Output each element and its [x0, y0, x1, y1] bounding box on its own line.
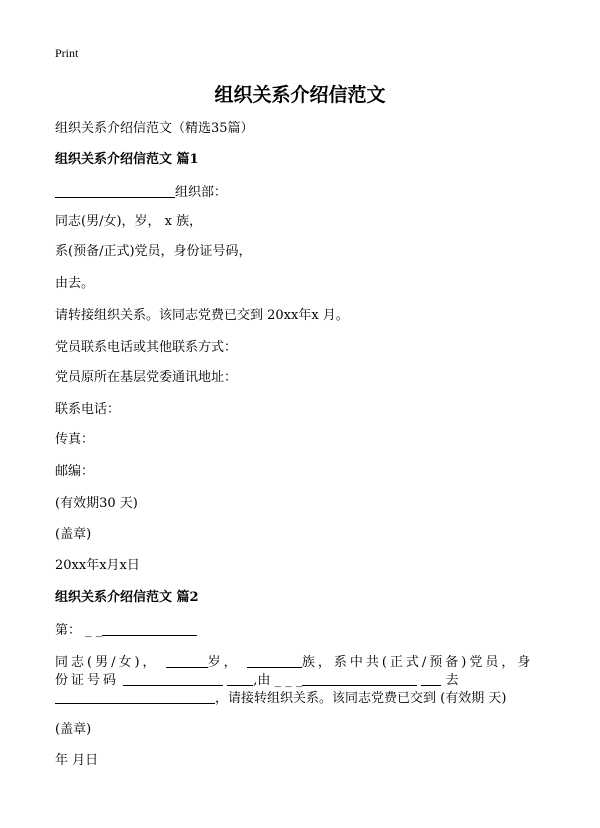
section-2-heading: 组织关系介绍信范文 篇2 — [55, 590, 199, 605]
s2-line-number — [55, 622, 197, 639]
s1-line-transfer: 请转接组织关系。该同志党费已交到 20xx年x 月。 — [55, 308, 349, 323]
s2-line-comrade — [55, 654, 533, 671]
line-text: ,由 — [253, 673, 271, 688]
blank-field — [55, 690, 215, 704]
s1-line-from: 由去。 — [55, 276, 95, 291]
print-label: Print — [55, 46, 79, 60]
blank-field — [227, 672, 253, 686]
line-text: 同志(男/女)， — [55, 655, 159, 670]
blank-field — [102, 622, 197, 636]
s1-line-org — [55, 184, 227, 201]
s1-line-phone: 联系电话： — [55, 402, 121, 417]
section-1-heading: 组织关系介绍信范文 篇1 — [55, 152, 199, 167]
s2-line-seal: (盖章) — [55, 722, 92, 737]
s1-line-contact: 党员联系电话或其他联系方式： — [55, 340, 238, 355]
blank-field — [247, 654, 302, 668]
blank-field — [421, 672, 441, 686]
s1-line-address: 党员原所在基层党委通讯地址： — [55, 370, 238, 385]
s1-line-fax: 传真： — [55, 432, 95, 447]
blank-field — [55, 184, 175, 198]
s1-line-member: 系(预备/正式)党员，身份证号码， — [55, 244, 252, 259]
line-text: 族，系中共(正式/预备)党员，身 — [301, 655, 534, 670]
document-subtitle: 组织关系介绍信范文（精选35篇） — [55, 121, 254, 136]
underscore-mark: _ _ _ — [274, 673, 303, 688]
s1-line-date: 20xx年x月x日 — [55, 558, 140, 573]
underscore-mark: _ _ — [85, 623, 103, 638]
blank-field — [302, 672, 417, 686]
s1-line-postcode: 邮编： — [55, 464, 95, 479]
s2-line-date: 年 月日 — [55, 753, 99, 768]
s1-line-validity: (有效期30 天) — [55, 496, 138, 511]
blank-field — [123, 672, 223, 686]
line-text: 份证号码 — [55, 673, 120, 688]
blank-field — [166, 654, 208, 668]
line-text: ，请接转组织关系。该同志党费已交到 (有效期 天) — [215, 691, 507, 706]
s2-line-transfer — [55, 690, 506, 707]
s1-line-comrade: 同志(男/女)，岁， x 族， — [55, 214, 203, 229]
page-title: 组织关系介绍信范文 — [214, 84, 386, 106]
line-text: 去 — [445, 673, 459, 688]
line-text: 第： — [55, 623, 82, 638]
s2-line-idcard — [55, 672, 459, 689]
line-text: 岁， — [207, 655, 240, 670]
s1-line-seal: (盖章) — [55, 527, 92, 542]
line-text: 组织部： — [175, 185, 228, 200]
